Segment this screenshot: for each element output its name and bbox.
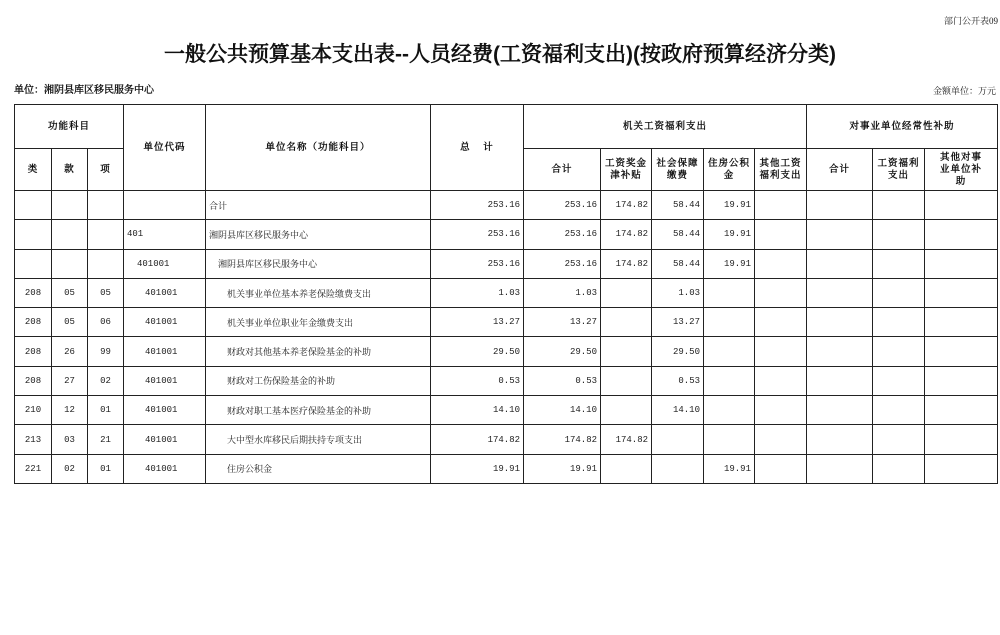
header-subsidy-other-label: 其他对事业单位补助 [940,151,983,187]
cell-xiang [88,191,124,220]
cell-total: 174.82 [431,425,524,454]
cell-kuan [52,249,88,278]
cell-total: 0.53 [431,366,524,395]
cell-code: 401001 [124,278,206,307]
cell-org-wage-bonus: 174.82 [601,220,652,249]
table-row [15,454,998,483]
cell-name: 财政对其他基本养老保险基金的补助 [206,337,431,366]
cell-xiang: 01 [88,454,124,483]
cell-xiang: 21 [88,425,124,454]
page-title: 一般公共预算基本支出表--人员经费(工资福利支出)(按政府预算经济分类) [164,43,836,66]
cell-subsidy-other [925,337,998,366]
cell-xiang: 99 [88,337,124,366]
cell-kuan: 27 [52,366,88,395]
cell-name: 湘阴县库区移民服务中心 [206,249,431,278]
cell-org-housing-fund [704,308,755,337]
cell-subsidy-subtotal [807,337,873,366]
cell-subsidy-wage [873,278,925,307]
cell-name: 财政对职工基本医疗保险基金的补助 [206,396,431,425]
cell-org-social-security: 0.53 [652,366,704,395]
cell-org-housing-fund: 19.91 [704,454,755,483]
cell-org-other [755,308,807,337]
header-org-other-label: 其他工资福利支出 [759,157,802,181]
cell-subsidy-other [925,366,998,395]
cell-kuan: 02 [52,454,88,483]
table-header [15,105,998,191]
cell-subsidy-subtotal [807,308,873,337]
cell-name: 湘阴县库区移民服务中心 [206,220,431,249]
table-row [15,337,998,366]
cell-xiang: 06 [88,308,124,337]
cell-subsidy-wage [873,425,925,454]
table-number: 部门公开表09 [943,16,998,26]
cell-code: 401001 [124,425,206,454]
cell-org-subtotal: 1.03 [524,278,601,307]
header-total-label: 总 计 [460,141,494,153]
cell-lei: 208 [15,337,52,366]
cell-lei: 221 [15,454,52,483]
cell-name: 机关事业单位基本养老保险缴费支出 [206,278,431,307]
cell-org-subtotal: 253.16 [524,191,601,220]
cell-org-wage-bonus [601,278,652,307]
cell-name: 机关事业单位职业年金缴费支出 [206,308,431,337]
cell-org-other [755,191,807,220]
cell-xiang: 01 [88,396,124,425]
cell-lei: 210 [15,396,52,425]
cell-org-wage-bonus [601,454,652,483]
cell-org-subtotal: 13.27 [524,308,601,337]
header-org-other [755,149,807,191]
cell-subsidy-other [925,425,998,454]
cell-code: 401 [124,220,206,249]
cell-subsidy-other [925,454,998,483]
cell-subsidy-wage [873,337,925,366]
cell-org-housing-fund [704,366,755,395]
cell-subsidy-wage [873,220,925,249]
cell-kuan: 05 [52,308,88,337]
budget-table [14,104,998,484]
header-subsidy-wage [873,149,925,191]
header-total [431,105,524,191]
header-subsidy-subtotal: 合计 [807,149,873,191]
header-subsidy-wage-label: 工资福利支出 [877,157,920,181]
cell-org-social-security: 58.44 [652,191,704,220]
cell-subsidy-subtotal [807,220,873,249]
cell-org-subtotal: 14.10 [524,396,601,425]
header-subsidy-group: 对事业单位经常性补助 [807,105,998,149]
cell-subsidy-wage [873,249,925,278]
cell-name: 大中型水库移民后期扶持专项支出 [206,425,431,454]
cell-org-wage-bonus: 174.82 [601,191,652,220]
cell-name: 财政对工伤保险基金的补助 [206,366,431,395]
cell-kuan [52,220,88,249]
cell-code: 401001 [124,396,206,425]
cell-subsidy-other [925,249,998,278]
cell-org-housing-fund [704,278,755,307]
cell-subsidy-other [925,191,998,220]
cell-lei [15,249,52,278]
cell-subsidy-other [925,308,998,337]
cell-lei: 208 [15,366,52,395]
cell-kuan: 12 [52,396,88,425]
header-lei: 类 [15,149,52,191]
header-row [15,105,998,149]
cell-subsidy-other [925,278,998,307]
cell-subsidy-wage [873,396,925,425]
cell-code: 401001 [124,308,206,337]
cell-org-wage-bonus: 174.82 [601,249,652,278]
cell-org-other [755,396,807,425]
cell-lei [15,191,52,220]
table-row [15,278,998,307]
cell-org-social-security: 58.44 [652,220,704,249]
cell-subsidy-wage [873,454,925,483]
header-kuan: 款 [52,149,88,191]
cell-xiang [88,220,124,249]
cell-total: 253.16 [431,220,524,249]
header-org-wage-bonus [601,149,652,191]
cell-code: 401001 [124,366,206,395]
cell-org-wage-bonus [601,337,652,366]
header-unit-code: 单位代码 [124,105,206,191]
table-row [15,366,998,395]
cell-org-other [755,278,807,307]
cell-org-housing-fund [704,425,755,454]
cell-org-housing-fund [704,337,755,366]
cell-subsidy-subtotal [807,191,873,220]
table-row [15,425,998,454]
cell-subsidy-wage [873,366,925,395]
cell-org-other [755,249,807,278]
cell-total: 14.10 [431,396,524,425]
cell-lei [15,220,52,249]
cell-org-subtotal: 29.50 [524,337,601,366]
header-org-salary-group: 机关工资福利支出 [524,105,807,149]
cell-code [124,191,206,220]
amount-unit: 金额单位：万元 [932,86,996,96]
cell-org-housing-fund: 19.91 [704,191,755,220]
header-xiang: 项 [88,149,124,191]
cell-org-subtotal: 253.16 [524,249,601,278]
header-subsidy-other [925,149,998,191]
cell-total: 29.50 [431,337,524,366]
cell-org-housing-fund: 19.91 [704,220,755,249]
header-org-housing-fund-label: 住房公积金 [707,157,750,181]
cell-code: 401001 [124,249,206,278]
cell-subsidy-subtotal [807,454,873,483]
cell-total: 1.03 [431,278,524,307]
header-function-subject: 功能科目 [15,105,124,149]
cell-org-social-security [652,454,704,483]
header-org-subtotal: 合计 [524,149,601,191]
header-org-social-security [652,149,704,191]
cell-subsidy-subtotal [807,425,873,454]
cell-org-other [755,337,807,366]
cell-org-social-security: 29.50 [652,337,704,366]
cell-name: 住房公积金 [206,454,431,483]
cell-subsidy-subtotal [807,366,873,395]
header-org-social-security-label: 社会保障缴费 [656,157,699,181]
cell-org-social-security: 58.44 [652,249,704,278]
cell-org-wage-bonus [601,366,652,395]
table-body [15,191,998,484]
cell-org-subtotal: 253.16 [524,220,601,249]
table-row [15,396,998,425]
header-org-wage-bonus-label: 工资奖金津补贴 [604,157,647,181]
cell-org-other [755,366,807,395]
table-row [15,191,998,220]
cell-org-social-security: 1.03 [652,278,704,307]
cell-org-subtotal: 19.91 [524,454,601,483]
cell-subsidy-wage [873,308,925,337]
cell-subsidy-wage [873,191,925,220]
table-row [15,249,998,278]
cell-org-social-security: 14.10 [652,396,704,425]
cell-subsidy-other [925,396,998,425]
cell-org-subtotal: 174.82 [524,425,601,454]
cell-org-social-security [652,425,704,454]
cell-org-other [755,425,807,454]
cell-code: 401001 [124,454,206,483]
cell-org-housing-fund: 19.91 [704,249,755,278]
cell-org-other [755,454,807,483]
cell-xiang: 02 [88,366,124,395]
cell-subsidy-other [925,220,998,249]
cell-subsidy-subtotal [807,396,873,425]
cell-kuan: 03 [52,425,88,454]
cell-xiang [88,249,124,278]
unit-label: 单位：湘阴县库区移民服务中心 [14,85,154,96]
cell-total: 13.27 [431,308,524,337]
table-row [15,308,998,337]
cell-xiang: 05 [88,278,124,307]
cell-lei: 208 [15,308,52,337]
cell-subsidy-subtotal [807,249,873,278]
cell-org-housing-fund [704,396,755,425]
cell-code: 401001 [124,337,206,366]
cell-org-wage-bonus [601,308,652,337]
cell-total: 19.91 [431,454,524,483]
cell-kuan: 05 [52,278,88,307]
cell-total: 253.16 [431,249,524,278]
header-org-housing-fund [704,149,755,191]
cell-org-other [755,220,807,249]
cell-org-subtotal: 0.53 [524,366,601,395]
cell-lei: 213 [15,425,52,454]
cell-kuan [52,191,88,220]
cell-org-wage-bonus [601,396,652,425]
cell-name: 合计 [206,191,431,220]
cell-kuan: 26 [52,337,88,366]
cell-lei: 208 [15,278,52,307]
cell-total: 253.16 [431,191,524,220]
cell-subsidy-subtotal [807,278,873,307]
table-row [15,220,998,249]
cell-org-social-security: 13.27 [652,308,704,337]
cell-org-wage-bonus: 174.82 [601,425,652,454]
header-unit-name: 单位名称（功能科目） [206,105,431,191]
